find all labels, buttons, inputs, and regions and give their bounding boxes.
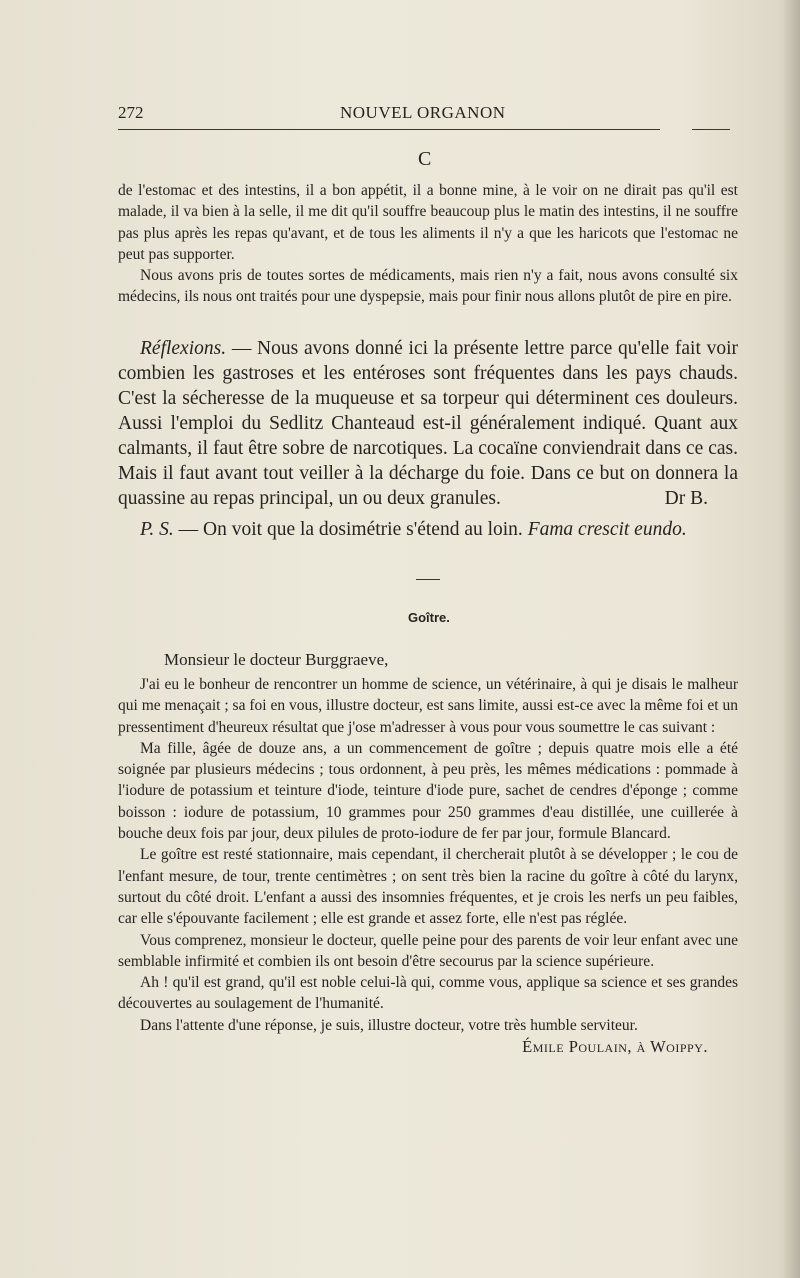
signature-mark: C <box>418 148 432 170</box>
paragraph-continued: de l'estomac et des intestins, il a bon appétit, il a bonne mine, à le voir on ne dirait pas qu'il est malade, il va bien à la selle, il me dit qu'il souffre beaucoup plus le matin des intestins, il ne souffre pas plus après les repas qu'avant, et de tous les aliments il n'y a que les haricots que l'estomac ne peut pas supporter. <box>118 182 738 263</box>
reflexions-signature: Dr B. <box>664 488 708 509</box>
top-text-block <box>118 180 738 308</box>
running-title: NOUVEL ORGANON <box>340 103 506 122</box>
header-rule <box>118 129 660 130</box>
section-title: Goître. <box>408 610 450 625</box>
ps-text: — On voit que la dosimétrie s'étend au loin. <box>173 519 528 540</box>
letter-paragraph: J'ai eu le bonheur de rencontrer un homme de science, un vétérinaire, à qui je disais le malheur qui me menaçait ; sa foi en vous, illustre docteur, est sans limite, aussi est-ce avec la même foi et un pressentiment d'heureux résultat que j'ose m'adresser à vous pour vous soumettre le cas suivant : <box>118 676 738 736</box>
letter-paragraph: Le goître est resté stationnaire, mais cependant, il chercherait plutôt à se développer ; le cou de l'enfant mesure, de tour, trente centimètres ; on sent très bien la racine du goître à côté du larynx, surtout du côté droit. L'enfant a aussi des insomnies fréquentes, et je crois les nerfs un peu faibles, car elle s'épouvante facilement ; elle est grande et assez forte, elle n'est pas réglée. <box>118 846 738 928</box>
ps-paragraph <box>118 517 738 542</box>
section-divider <box>416 579 440 580</box>
ps-label: P. S. <box>140 519 174 540</box>
running-header <box>118 103 730 127</box>
letter-paragraph: Ma fille, âgée de douze ans, a un commencement de goître ; depuis quatre mois elle a été soignée par plusieurs médecins ; tous ordonnent, à peu près, les mêmes médications : pommade à l'iodure de potassium et teinture d'iode, teinture d'iode pure, sachet de cendres d'éponge ; comme boisson : iodure de potassium, 10 grammes pour 250 grammes d'eau distillée, une cuillerée à bouche deux fois par jour, deux pilules de proto-iodure de fer par jour, formule Blancard. <box>118 739 738 843</box>
header-rule-end <box>692 129 730 130</box>
page-edge <box>784 0 800 1278</box>
paragraph-medications: Nous avons pris de toutes sortes de médicaments, mais rien n'y a fait, nous avons consulté six médecins, ils nous ont traités pour une dyspepsie, mais pour finir nous allons plutôt de pire en pire. <box>118 267 738 306</box>
reflexions-paragraph <box>118 336 738 511</box>
letter-block <box>118 674 738 1057</box>
ps-latin: Fama crescit eundo. <box>527 519 687 540</box>
reflexions-label: Réflexions. <box>140 338 227 359</box>
page-number: 272 <box>118 103 144 122</box>
letter-paragraph: Vous comprenez, monsieur le docteur, quelle peine pour des parents de voir leur enfant avec une semblable infirmité et combien ils ont besoin d'être secourus par la science supérieure. <box>118 931 738 970</box>
letter-paragraph: Ah ! qu'il est grand, qu'il est noble celui-là qui, comme vous, applique sa science et ses grandes découvertes au soulagement de l'humanité. <box>118 974 738 1013</box>
reflexions-block <box>118 336 738 542</box>
reflexions-text: — Nous avons donné ici la présente lettre parce qu'elle fait voir combien les gastroses et les entéroses sont fréquentes dans les pays chauds. C'est la sécheresse de la muqueuse et sa torpeur qui déterminent ces douleurs. Aussi l'emploi du Sedlitz Chanteaud est-il généralement indiqué. Quant aux calmants, il faut être sobre de narcotiques. La cocaïne conviendrait dans ce cas. Mais il faut avant tout veiller à la décharge du foie. Dans ce but on donnera la quassine au repas principal, un ou deux granules. <box>118 338 738 509</box>
letter-paragraph: Dans l'attente d'une réponse, je suis, illustre docteur, votre très humble serviteur. <box>140 1016 638 1034</box>
closing-signature: Émile Poulain, à Woippy. <box>522 1037 708 1057</box>
salutation: Monsieur le docteur Burggraeve, <box>164 650 389 669</box>
